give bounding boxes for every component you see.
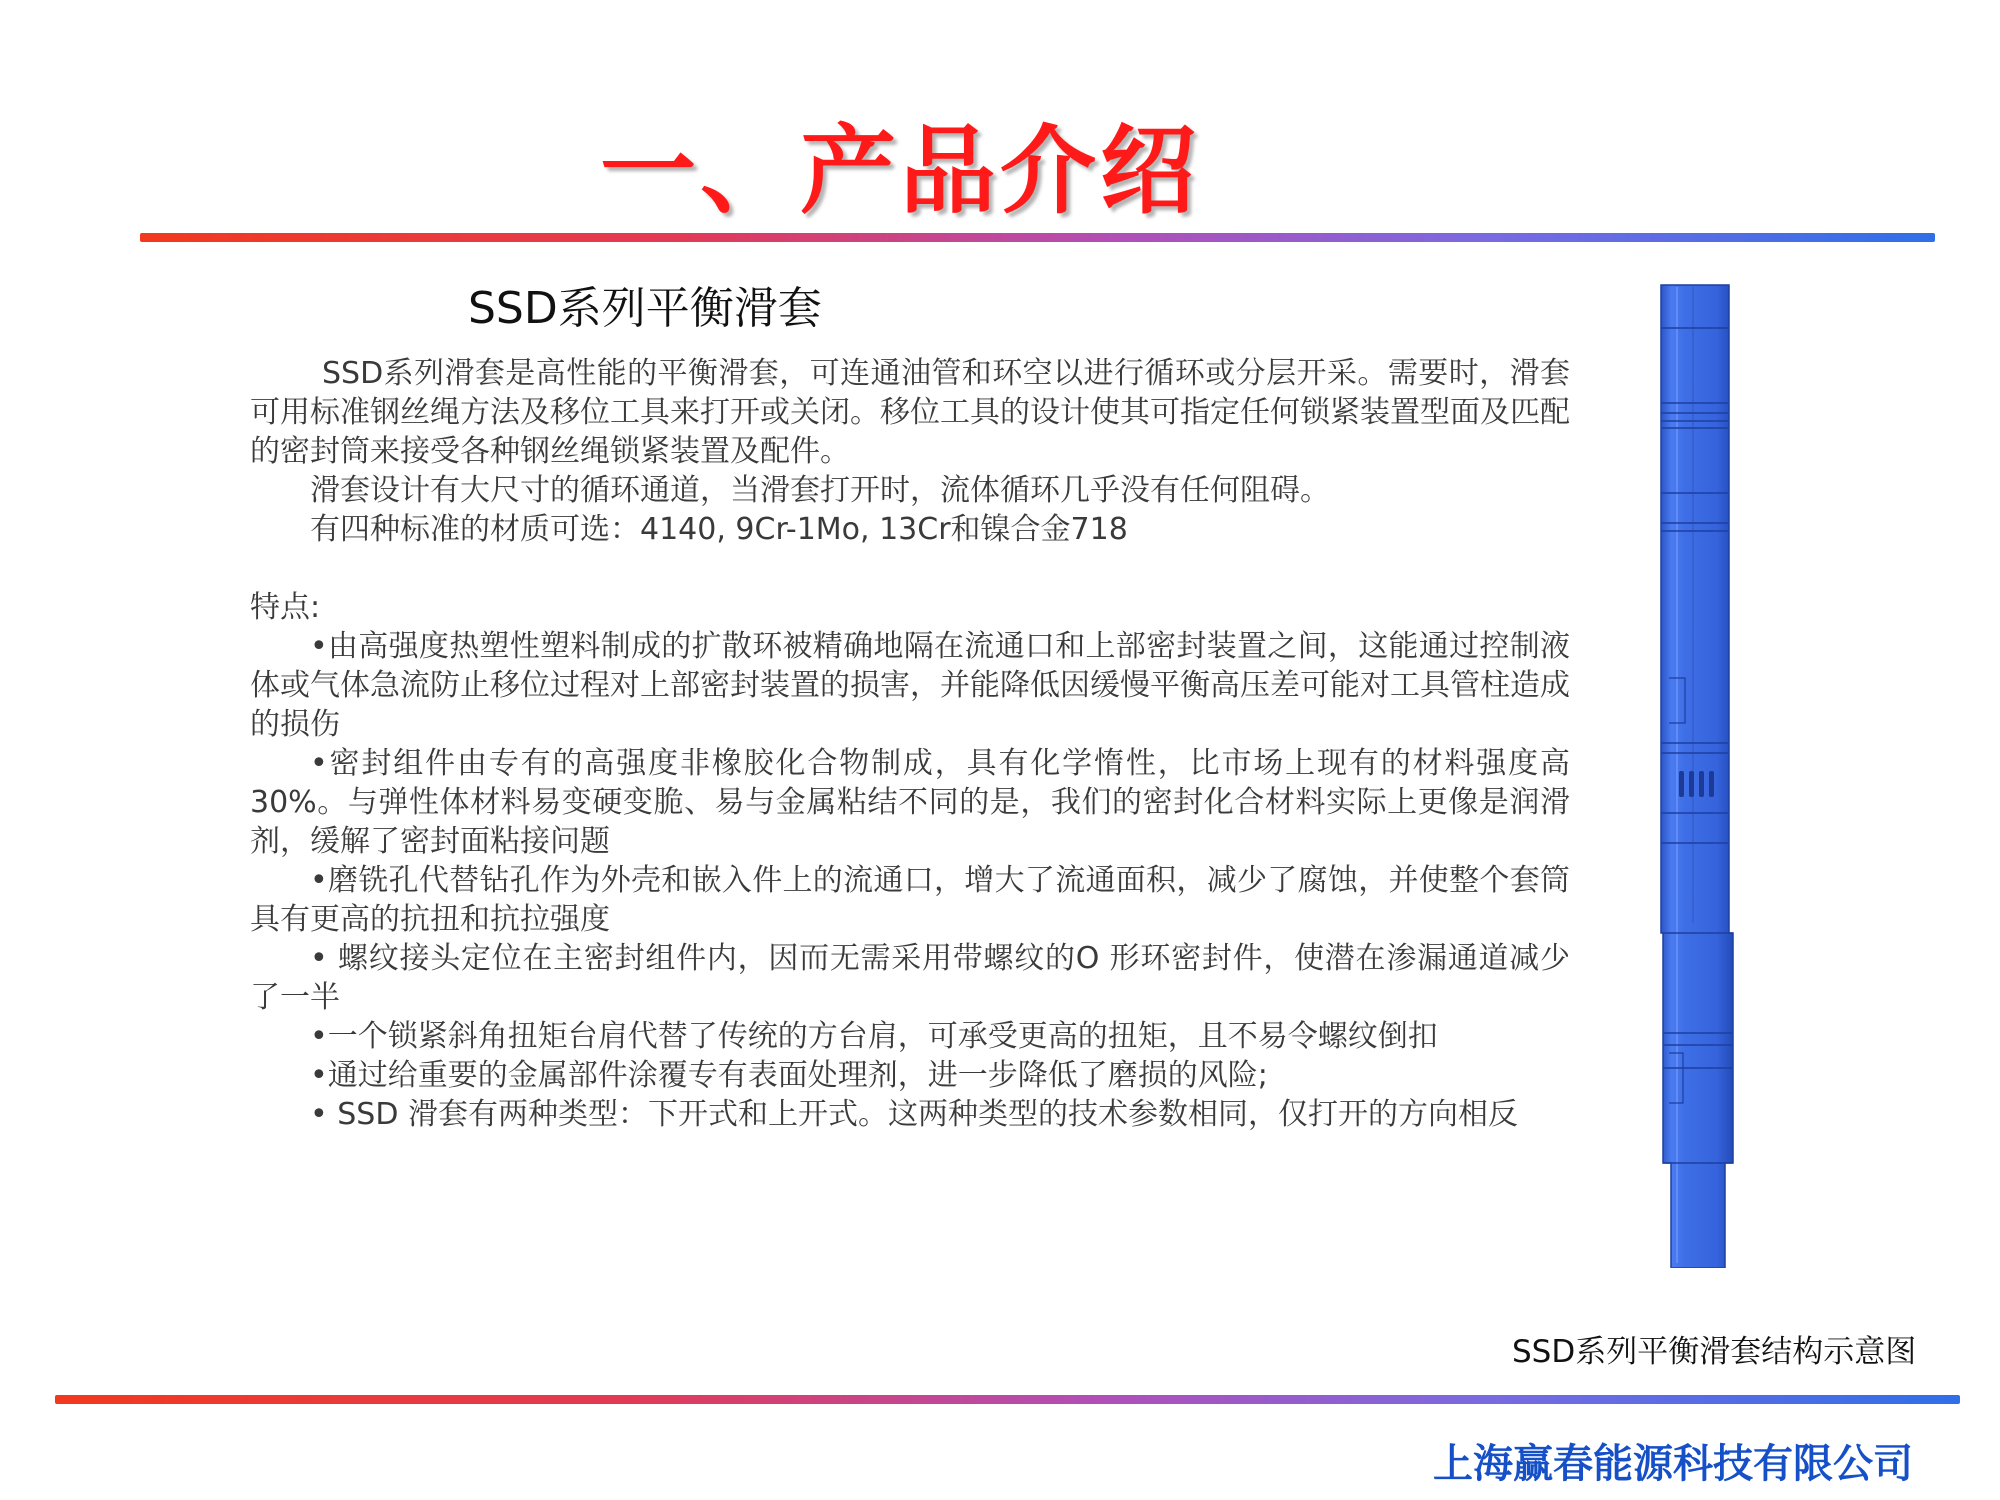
description-body: [250, 354, 1570, 1134]
company-name: 上海赢春能源科技有限公司: [1433, 1441, 1913, 1487]
intro-paragraph: 有四种标准的材质可选：4140, 9Cr-1Mo, 13Cr和镍合金718: [310, 512, 1128, 547]
feature-item: •通过给重要的金属部件涂覆专有表面处理剂，进一步降低了磨损的风险;: [310, 1058, 1268, 1093]
intro-paragraph: SSD系列滑套是高性能的平衡滑套，可连通油管和环空以进行循环或分层开采。需要时，滑套可用标准钢丝绳方法及移位工具来打开或关闭。移位工具的设计使其可指定任何锁紧装置型面及匹配的密封筒来接受各种钢丝绳锁紧装置及配件。: [250, 356, 1570, 469]
feature-item: •由高强度热塑性塑料制成的扩散环被精确地隔在流通口和上部密封装置之间，这能通过控制液体或气体急流防止移位过程对上部密封装置的损害，并能降低因缓慢平衡高压差可能对工具管柱造成的损伤: [250, 629, 1570, 742]
top-divider: [140, 233, 1935, 242]
feature-item: •密封组件由专有的高强度非橡胶化合物制成，具有化学惰性，比市场上现有的材料强度高30%。与弹性体材料易变硬变脆、易与金属粘结不同的是，我们的密封化合材料实际上更像是润滑剂，缓解了密封面粘接问题: [250, 746, 1570, 859]
feature-item: •一个锁紧斜角扭矩台肩代替了传统的方台肩，可承受更高的扭矩，且不易令螺纹倒扣: [310, 1019, 1438, 1054]
feature-item: • 螺纹接头定位在主密封组件内，因而无需采用带螺纹的O 形环密封件，使潜在渗漏通道减少了一半: [250, 941, 1570, 1015]
product-heading: SSD系列平衡滑套: [468, 283, 822, 334]
sliding-sleeve-drawing: [1655, 283, 1735, 1268]
feature-item: • SSD 滑套有两种类型：下开式和上开式。这两种类型的技术参数相同，仅打开的方向相反: [310, 1097, 1518, 1132]
intro-paragraph: 滑套设计有大尺寸的循环通道，当滑套打开时，流体循环几乎没有任何阻碍。: [310, 473, 1330, 508]
bottom-divider: [55, 1395, 1960, 1404]
features-label: 特点:: [250, 590, 321, 625]
slide-title: 一、产品介绍: [600, 115, 1200, 227]
figure-caption: SSD系列平衡滑套结构示意图: [1512, 1334, 1917, 1370]
paragraph-gap: [250, 549, 1570, 588]
feature-item: •磨铣孔代替钻孔作为外壳和嵌入件上的流通口，增大了流通面积，减少了腐蚀，并使整个套筒具有更高的抗扭和抗拉强度: [250, 863, 1570, 937]
